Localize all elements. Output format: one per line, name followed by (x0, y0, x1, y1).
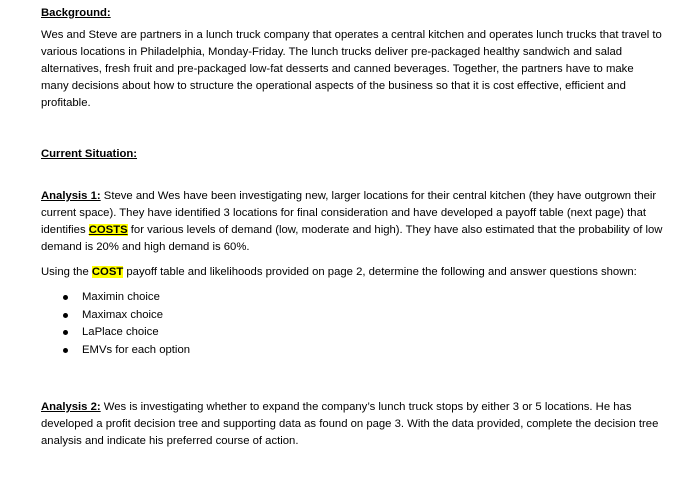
list-item (41, 307, 190, 325)
bullet-icon (63, 348, 68, 353)
list-item (41, 324, 190, 342)
list-item-label: LaPlace choice (82, 326, 159, 338)
list-item-label: Maximin choice (82, 291, 160, 303)
list-item-label: Maximax choice (82, 308, 163, 321)
analysis1-text-b: for various levels of demand (low, moderate and high). They have also estimated that the probability of low demand is 20% and high demand is 60%. (41, 224, 663, 253)
analysis-task-list (41, 289, 190, 359)
instruction-text-a: Using the (41, 266, 92, 278)
list-item (41, 289, 190, 307)
bullet-icon (63, 330, 68, 335)
bullet-icon (63, 313, 68, 318)
current-situation-heading: Current Situation: (41, 148, 138, 160)
analysis1-text-a: Steve and Wes have been investigating new, larger locations for their central kitchen (they have outgrown their current space). They have identified 3 locations for final consideration and have developed a payoff table (next page) that identifies (41, 190, 657, 236)
analysis2-label: Analysis 2: (41, 401, 101, 413)
list-item (41, 342, 190, 360)
bullet-icon (63, 295, 68, 300)
background-heading: Background: (41, 7, 111, 19)
analysis1-paragraph (41, 188, 663, 256)
background-paragraph: Wes and Steve are partners in a lunch truck company that operates a central kitchen and operates lunch trucks that travel to various locations in Philadelphia, Monday-Friday. The lunch trucks deliver pre-packaged healthy sandwich and salad alternatives, fresh fruit and pre-packaged low-fat desserts and canned beverages. Together, the partners have to make many decisions about how to structure the operational aspects of the business so that it is cost effective, efficient and profitable. (41, 29, 662, 109)
analysis1-label: Analysis 1: (41, 190, 101, 202)
instruction-paragraph (41, 264, 663, 281)
analysis2-paragraph (41, 399, 663, 450)
instruction-text-b: payoff table and likelihoods provided on page 2, determine the following and answer questions shown: (123, 266, 637, 278)
cost-highlight: COST (91, 266, 124, 278)
costs-highlight: COSTS (88, 224, 128, 236)
list-item-label: EMVs for each option (82, 343, 191, 356)
analysis2-text: Wes is investigating whether to expand the company’s lunch truck stops by either 3 or 5 locations. He has developed a profit decision tree and supporting data as found on page 3. With the data provided, complete the decision tree analysis and indicate his preferred course of action. (41, 401, 659, 447)
